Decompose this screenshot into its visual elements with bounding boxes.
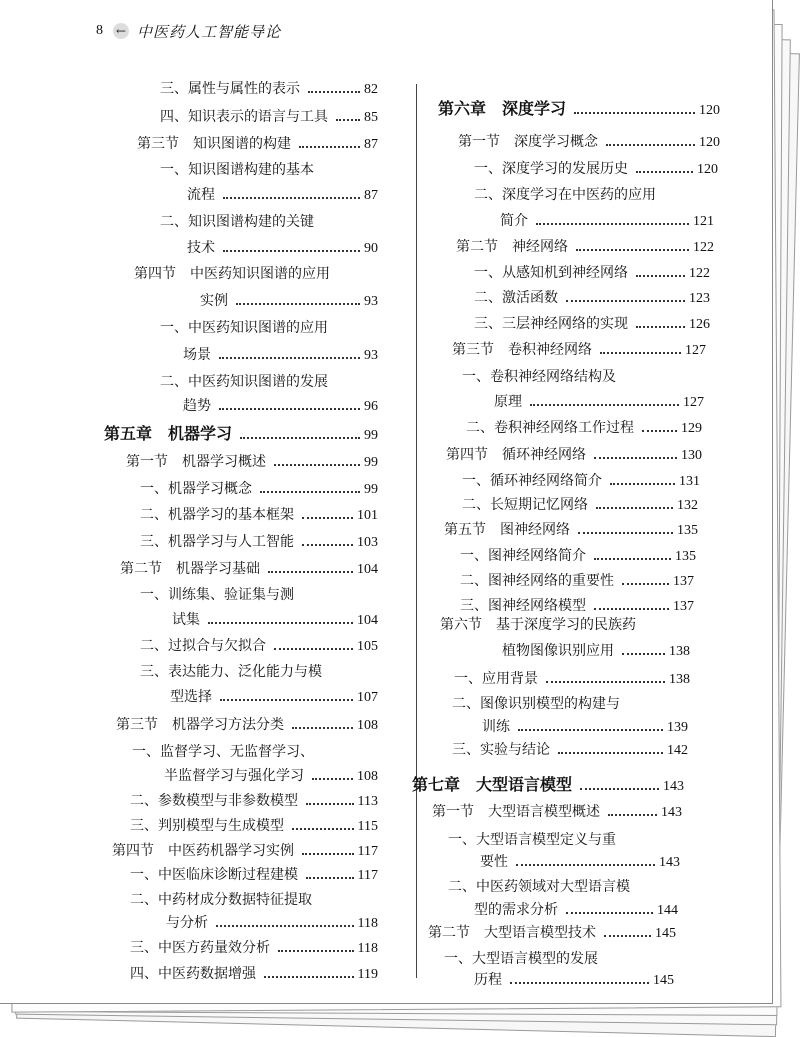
toc-entry-page: 138 — [669, 672, 690, 687]
toc-entry-title: 二、长短期记忆网络 — [462, 497, 588, 513]
toc-entry — [444, 948, 598, 968]
dot-leader — [558, 752, 663, 754]
toc-entry — [137, 133, 378, 153]
toc-entry-title: 二、激活函数 — [474, 290, 558, 306]
dot-leader — [216, 925, 354, 927]
toc-entry-title: 训练 — [482, 719, 510, 735]
toc-entry-title: 二、机器学习的基本框架 — [140, 507, 294, 523]
toc-entry-page: 143 — [663, 779, 684, 794]
dot-leader — [610, 483, 675, 485]
toc-entry-title: 趋势 — [183, 398, 211, 414]
toc-entry — [480, 851, 680, 871]
toc-entry-page: 132 — [677, 498, 698, 513]
toc-entry-title: 技术 — [187, 240, 215, 256]
toc-entry-title: 半监督学习与强化学习 — [164, 768, 304, 784]
toc-entry-page: 123 — [689, 291, 710, 306]
toc-entry — [452, 693, 620, 713]
toc-entry-title: 三、表达能力、泛化能力与模 — [140, 664, 322, 680]
toc-entry — [452, 739, 688, 759]
dot-leader — [566, 912, 653, 914]
toc-entry-title: 二、中医药知识图谱的发展 — [160, 374, 328, 390]
toc-entry-page: 120 — [699, 103, 720, 118]
dot-leader — [292, 727, 353, 729]
toc-entry-title: 植物图像识别应用 — [502, 643, 614, 659]
dot-leader — [536, 223, 689, 225]
toc-entry-title: 一、机器学习概念 — [140, 481, 252, 497]
toc-entry — [164, 765, 378, 785]
toc-entry-page: 131 — [679, 474, 700, 489]
dot-leader — [580, 788, 659, 790]
toc-entry-title: 第七章 大型语言模型 — [412, 775, 573, 794]
toc-entry-title: 四、中医药数据增强 — [130, 966, 256, 982]
toc-entry-page: 113 — [357, 794, 378, 809]
dot-leader — [312, 778, 353, 780]
toc-entry-page: 87 — [364, 137, 378, 152]
toc-entry-title: 型的需求分析 — [474, 902, 558, 918]
dot-leader — [596, 507, 673, 509]
dot-leader — [219, 408, 360, 410]
dot-leader — [223, 250, 360, 252]
toc-entry-page: 99 — [364, 428, 378, 443]
toc-entry-title: 第四节 中医药知识图谱的应用 — [134, 266, 330, 282]
toc-entry-title: 第三节 知识图谱的构建 — [137, 136, 291, 152]
dot-leader — [510, 982, 649, 984]
toc-entry — [172, 609, 378, 629]
toc-entry-title: 一、大型语言模型的发展 — [444, 951, 598, 967]
dot-leader — [220, 699, 353, 701]
toc-entry — [462, 366, 616, 386]
toc-entry — [130, 963, 378, 983]
toc-entry-page: 87 — [364, 188, 378, 203]
toc-entry — [160, 317, 328, 337]
toc-entry — [130, 864, 378, 884]
toc-entry-page: 129 — [681, 421, 702, 436]
toc-entry-title: 简介 — [500, 213, 528, 229]
toc-entry-title: 第一节 深度学习概念 — [458, 134, 598, 150]
toc-entry-page: 93 — [364, 348, 378, 363]
toc-entry-page: 145 — [655, 926, 676, 941]
back-arrow-icon: ← — [113, 23, 129, 39]
toc-entry-page: 118 — [357, 916, 378, 931]
toc-entry-page: 143 — [661, 805, 682, 820]
dot-leader — [546, 681, 665, 683]
toc-entry-page: 130 — [681, 448, 702, 463]
toc-entry-page: 104 — [357, 562, 378, 577]
dot-leader — [268, 571, 353, 573]
toc-entry-title: 二、深度学习在中医药的应用 — [474, 187, 656, 203]
toc-entry — [444, 519, 698, 539]
toc-chapter-entry — [104, 421, 378, 444]
toc-entry — [460, 595, 694, 615]
toc-entry-page: 82 — [364, 82, 378, 97]
toc-entry-title: 四、知识表示的语言与工具 — [160, 109, 328, 125]
dot-leader — [622, 653, 665, 655]
dot-leader — [274, 464, 360, 466]
dot-leader — [606, 144, 695, 146]
toc-entry — [120, 558, 378, 578]
toc-entry — [452, 339, 706, 359]
toc-entry — [187, 237, 378, 257]
toc-entry-page: 135 — [675, 549, 696, 564]
toc-entry-title: 第一节 大型语言模型概述 — [432, 804, 600, 820]
toc-entry-title: 第六节 基于深度学习的民族药 — [440, 617, 636, 633]
dot-leader — [302, 853, 354, 855]
dot-leader — [208, 622, 353, 624]
dot-leader — [594, 457, 677, 459]
toc-entry-title: 三、图神经网络模型 — [460, 598, 586, 614]
toc-entry — [170, 686, 378, 706]
toc-entry-page: 143 — [659, 855, 680, 870]
dot-leader — [574, 112, 695, 114]
toc-entry-title: 二、中药材成分数据特征提取 — [130, 892, 312, 908]
toc-entry-page: 122 — [693, 240, 714, 255]
dot-leader — [636, 275, 685, 277]
toc-entry-page: 108 — [357, 769, 378, 784]
toc-entry-page: 96 — [364, 399, 378, 414]
toc-entry — [474, 313, 710, 333]
dot-leader — [642, 430, 677, 432]
dot-leader — [622, 583, 669, 585]
toc-entry-title: 第四节 中医药机器学习实例 — [112, 843, 294, 859]
toc-entry-page: 117 — [357, 868, 378, 883]
toc-entry — [134, 263, 330, 283]
toc-entry-page: 93 — [364, 294, 378, 309]
toc-entry — [474, 969, 674, 989]
dot-leader — [223, 197, 360, 199]
toc-entry-title: 一、中医临床诊断过程建模 — [130, 867, 298, 883]
toc-entry — [112, 840, 378, 860]
toc-entry — [140, 504, 378, 524]
toc-entry-page: 119 — [357, 967, 378, 982]
toc-entry-title: 二、图神经网络的重要性 — [460, 573, 614, 589]
toc-entry-title: 与分析 — [166, 915, 208, 931]
toc-entry-title: 实例 — [200, 293, 228, 309]
toc-entry — [454, 668, 690, 688]
toc-entry — [474, 158, 718, 178]
dot-leader — [306, 803, 354, 805]
toc-entry-page: 120 — [699, 135, 720, 150]
toc-entry — [160, 78, 378, 98]
toc-entry-page: 126 — [689, 317, 710, 332]
toc-entry — [502, 640, 690, 660]
toc-entry-page: 99 — [364, 482, 378, 497]
toc-chapter-entry — [412, 772, 684, 795]
toc-entry-page: 137 — [673, 574, 694, 589]
toc-entry-page: 127 — [683, 395, 704, 410]
toc-entry-title: 场景 — [183, 347, 211, 363]
toc-entry — [140, 531, 378, 551]
toc-entry — [462, 494, 698, 514]
toc-entry-title: 二、卷积神经网络工作过程 — [466, 420, 634, 436]
toc-entry — [130, 937, 378, 957]
toc-entry-title: 第三节 机器学习方法分类 — [116, 717, 284, 733]
toc-entry-title: 二、参数模型与非参数模型 — [130, 793, 298, 809]
toc-entry-title: 第五节 图神经网络 — [444, 522, 570, 538]
toc-entry-title: 流程 — [187, 187, 215, 203]
toc-entry-title: 一、训练集、验证集与测 — [140, 587, 294, 603]
toc-entry — [500, 210, 714, 230]
toc-entry — [448, 829, 616, 849]
toc-entry — [462, 470, 700, 490]
dot-leader — [299, 146, 360, 148]
toc-entry-title: 第二节 大型语言模型技术 — [428, 925, 596, 941]
toc-entry-page: 107 — [357, 690, 378, 705]
dot-leader — [604, 935, 651, 937]
dot-leader — [594, 558, 671, 560]
dot-leader — [608, 814, 657, 816]
toc-entry-title: 第五章 机器学习 — [104, 424, 233, 443]
toc-entry-title: 一、应用背景 — [454, 671, 538, 687]
column-divider — [416, 84, 417, 978]
toc-chapter-entry — [438, 96, 720, 119]
toc-entry — [466, 417, 702, 437]
toc-entry-title: 三、中医方药量效分析 — [130, 940, 270, 956]
dot-leader — [219, 357, 360, 359]
toc-entry — [474, 184, 656, 204]
toc-entry-page: 104 — [357, 613, 378, 628]
dot-leader — [308, 91, 360, 93]
page-number: 8 — [96, 23, 103, 38]
toc-entry-page: 121 — [693, 214, 714, 229]
toc-entry-title: 一、从感知机到神经网络 — [474, 265, 628, 281]
toc-entry — [460, 545, 696, 565]
toc-entry-page: 139 — [667, 720, 688, 735]
toc-entry-title: 第三节 卷积神经网络 — [452, 342, 592, 358]
toc-entry-title: 一、中医药知识图谱的应用 — [160, 320, 328, 336]
running-header — [96, 20, 281, 42]
dot-leader — [578, 532, 673, 534]
dot-leader — [240, 437, 360, 439]
dot-leader — [260, 491, 360, 493]
dot-leader — [236, 303, 360, 305]
toc-entry — [140, 661, 322, 681]
toc-entry — [474, 287, 710, 307]
toc-entry-page: 115 — [357, 819, 378, 834]
dot-leader — [576, 249, 689, 251]
book-title: 中医药人工智能导论 — [137, 22, 282, 41]
toc-entry — [116, 714, 378, 734]
toc-entry — [474, 899, 678, 919]
dot-leader — [600, 352, 681, 354]
dot-leader — [278, 950, 354, 952]
toc-entry-title: 一、卷积神经网络结构及 — [462, 369, 616, 385]
dot-leader — [274, 648, 353, 650]
dot-leader — [292, 828, 354, 830]
toc-entry-page: 137 — [673, 599, 694, 614]
toc-entry-page: 117 — [357, 844, 378, 859]
toc-entry — [130, 815, 378, 835]
toc-entry — [183, 395, 378, 415]
toc-entry — [187, 184, 378, 204]
toc-entry-page: 103 — [357, 535, 378, 550]
toc-entry-page: 105 — [357, 639, 378, 654]
toc-entry-title: 型选择 — [170, 689, 212, 705]
toc-entry — [456, 236, 714, 256]
toc-entry-title: 要性 — [480, 854, 508, 870]
toc-entry-page: 135 — [677, 523, 698, 538]
toc-entry-title: 第四节 循环神经网络 — [446, 447, 586, 463]
toc-entry — [130, 790, 378, 810]
toc-entry — [160, 159, 314, 179]
toc-entry — [428, 922, 676, 942]
toc-entry — [160, 371, 328, 391]
toc-entry — [460, 570, 694, 590]
dot-leader — [302, 544, 353, 546]
toc-entry-title: 一、监督学习、无监督学习、 — [132, 744, 314, 760]
toc-entry-title: 三、三层神经网络的实现 — [474, 316, 628, 332]
toc-entry-page: 142 — [667, 743, 688, 758]
toc-entry — [132, 741, 314, 761]
toc-entry-page: 99 — [364, 455, 378, 470]
toc-entry-title: 二、图像识别模型的构建与 — [452, 696, 620, 712]
toc-entry-title: 三、实验与结论 — [452, 742, 550, 758]
toc-entry — [474, 262, 710, 282]
toc-entry-title: 第二节 神经网络 — [456, 239, 568, 255]
toc-entry-title: 三、机器学习与人工智能 — [140, 534, 294, 550]
toc-entry-title: 一、知识图谱构建的基本 — [160, 162, 314, 178]
dot-leader — [264, 976, 354, 978]
toc-entry-page: 138 — [669, 644, 690, 659]
toc-entry — [160, 106, 378, 126]
toc-entry-title: 历程 — [474, 972, 502, 988]
toc-entry-page: 120 — [697, 162, 718, 177]
dot-leader — [636, 326, 685, 328]
toc-entry-title: 三、属性与属性的表示 — [160, 81, 300, 97]
dot-leader — [566, 300, 685, 302]
toc-entry-title: 二、知识图谱构建的关键 — [160, 214, 314, 230]
toc-entry-title: 二、过拟合与欠拟合 — [140, 638, 266, 654]
toc-entry — [448, 876, 630, 896]
toc-entry-title: 第六章 深度学习 — [438, 99, 567, 118]
toc-entry — [140, 478, 378, 498]
dot-leader — [518, 729, 663, 731]
toc-entry-page: 145 — [653, 973, 674, 988]
dot-leader — [336, 119, 360, 121]
toc-entry-page: 101 — [357, 508, 378, 523]
dot-leader — [530, 404, 679, 406]
toc-entry — [494, 391, 704, 411]
toc-entry-page: 127 — [685, 343, 706, 358]
toc-entry-page: 144 — [657, 903, 678, 918]
toc-entry-title: 原理 — [494, 394, 522, 410]
dot-leader — [306, 877, 354, 879]
toc-entry-page: 122 — [689, 266, 710, 281]
toc-entry — [166, 912, 378, 932]
toc-entry — [482, 716, 688, 736]
toc-entry-title: 一、循环神经网络简介 — [462, 473, 602, 489]
toc-entry — [140, 635, 378, 655]
toc-entry — [440, 614, 636, 634]
toc-entry — [446, 444, 702, 464]
toc-entry-page: 108 — [357, 718, 378, 733]
toc-entry-title: 三、判别模型与生成模型 — [130, 818, 284, 834]
toc-entry-title: 试集 — [172, 612, 200, 628]
dot-leader — [636, 171, 693, 173]
toc-entry-page: 118 — [357, 941, 378, 956]
toc-entry-page: 85 — [364, 110, 378, 125]
toc-entry-title: 二、中医药领域对大型语言模 — [448, 879, 630, 895]
toc-entry-title: 一、图神经网络简介 — [460, 548, 586, 564]
toc-entry — [432, 801, 682, 821]
toc-entry — [200, 290, 378, 310]
toc-entry — [130, 889, 312, 909]
dot-leader — [302, 517, 353, 519]
dot-leader — [516, 864, 655, 866]
toc-entry — [160, 211, 314, 231]
toc-entry — [183, 344, 378, 364]
toc-entry-title: 一、大型语言模型定义与重 — [448, 832, 616, 848]
toc-entry-title: 第一节 机器学习概述 — [126, 454, 266, 470]
dot-leader — [594, 608, 669, 610]
toc-entry — [126, 451, 378, 471]
toc-entry-title: 第二节 机器学习基础 — [120, 561, 260, 577]
toc-entry — [458, 131, 720, 151]
toc-entry — [140, 584, 294, 604]
toc-entry-title: 一、深度学习的发展历史 — [474, 161, 628, 177]
toc-entry-page: 90 — [364, 241, 378, 256]
